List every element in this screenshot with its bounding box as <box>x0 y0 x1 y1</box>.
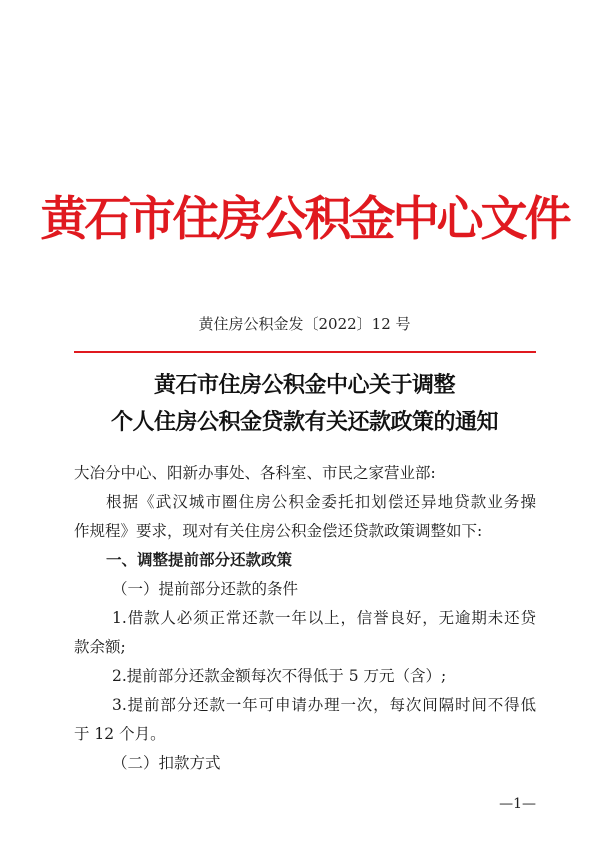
red-divider-line <box>74 351 536 353</box>
condition-item-1-line-2: 款余额; <box>74 638 126 656</box>
page-number: —1— <box>499 796 536 812</box>
notice-title-line-2: 个人住房公积金贷款有关还款政策的通知 <box>110 410 498 435</box>
intro-paragraph-line-1: 根据《武汉城市圈住房公积金委托扣划偿还异地贷款业务操 <box>106 493 536 511</box>
addressee-line: 大冶分中心、阳新办事处、各科室、市民之家营业部: <box>74 464 436 482</box>
subsection-heading-1: （一）提前部分还款的条件 <box>112 580 299 598</box>
issuing-authority-header: 黄石市住房公积金中心文件 <box>40 192 569 247</box>
condition-item-3-line-2: 于 12 个月。 <box>74 725 166 743</box>
notice-title-line-1: 黄石市住房公积金中心关于调整 <box>153 373 455 398</box>
section-heading-1: 一、调整提前部分还款政策 <box>106 551 293 569</box>
intro-paragraph-line-2: 作规程》要求，现对有关住房公积金偿还贷款政策调整如下: <box>74 522 483 540</box>
condition-item-3-line-1: 3.提前部分还款一年可申请办理一次，每次间隔时间不得低 <box>112 696 536 714</box>
condition-item-1-line-1: 1.借款人必须正常还款一年以上，信誉良好，无逾期未还贷 <box>112 609 536 627</box>
condition-item-2: 2.提前部分还款金额每次不得低于 5 万元（含）; <box>112 667 447 685</box>
document-number: 黄住房公积金发〔2022〕12 号 <box>198 315 411 333</box>
subsection-heading-2: （二）扣款方式 <box>112 754 221 772</box>
